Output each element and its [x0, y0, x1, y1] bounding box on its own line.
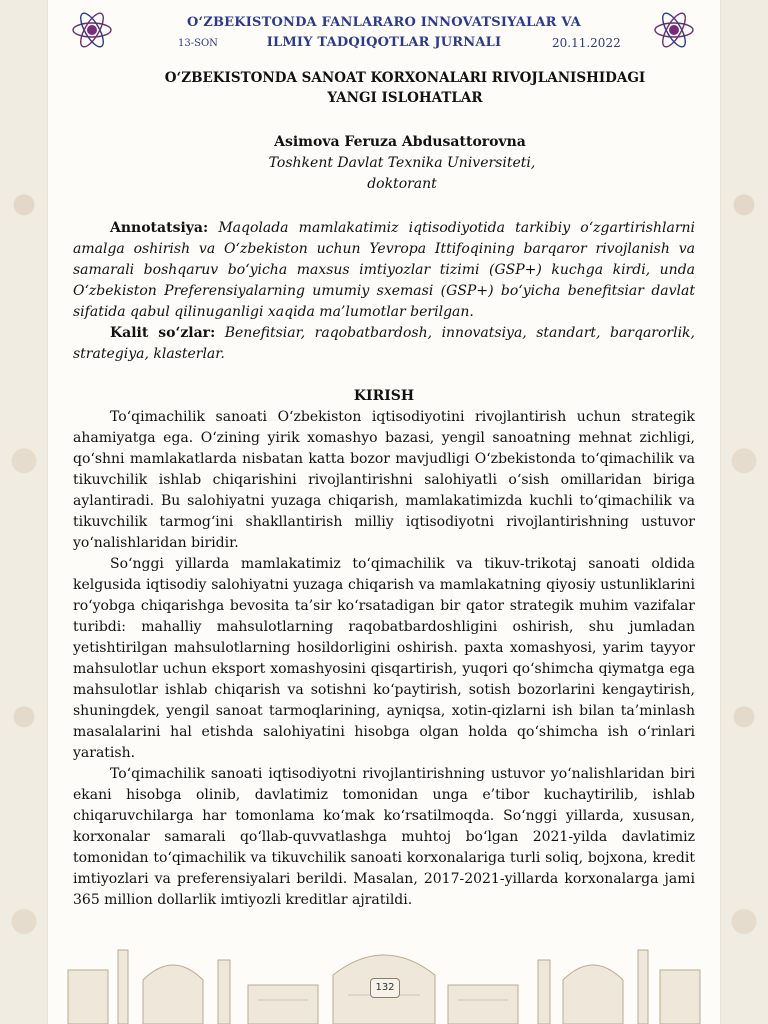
keywords-label: Kalit so‘zlar: — [110, 325, 216, 341]
author-affiliation: Toshkent Davlat Texnika Universiteti, — [268, 155, 536, 171]
abstract-text: Maqolada mamlakatimiz iqtisodiyotida tarkibiy o‘zgartirishlarni amalga oshirish va O‘zbekiston uchun Yevropa Ittifoqining barqaror rivojlanish va samarali boshqaruv bo‘yicha maxsus imtiyozlar tizimi (GSP+) kuchga kirdi, unda O‘zbekiston Preferensiyalarning umumiy sxemasi (GSP+) bo‘yicha benefitsiar davlat sifatida qabul qilinuganligi xaqida ma’lumotlar berilgan. — [73, 220, 696, 320]
keywords-paragraph — [73, 323, 695, 365]
abstract-label: Annotatsiya: — [110, 220, 209, 236]
keywords-text: Benefitsiar, raqobatbardosh, innovatsiya, standart, barqarorlik, strategiya, klasterlar. — [73, 325, 695, 362]
page-number: 132 — [370, 978, 400, 998]
issue-number: 13-SON — [178, 38, 218, 49]
left-ornament-border — [0, 0, 48, 1024]
issue-date: 20.11.2022 — [552, 36, 621, 50]
journal-header — [0, 0, 768, 60]
article-title: O‘ZBEKISTONDA SANOAT KORXONALARI RIVOJLANISHIDAGI YANGI ISLOHATLAR — [164, 70, 646, 106]
body-paragraph: So‘nggi yillarda mamlakatimiz to‘qimachilik va tikuv-trikotaj sanoati oldida kelgusida iqtisodiy salohiyatni yuzaga chiqarish va mamlakatning qiyosiy ustunliklarini ro‘yobga chiqarishga bevosita ta’sir ko‘rsatadigan bir qator strategik muhim vazifalar turibdi: mahalliy mahsulotlarning raqobatbardoshligini oshirish, shu jumladan yetishtirilgan mahsulotlarning hosildorligini oshirish. paxta xomashyosi, yarim tayyor mahsulotlar uchun eksport xomashyosini qisqartirish, yuqori qo‘shimcha qiymatga ega mahsulotlar ishlab chiqarish va sotishni ko‘paytirish, sotish bozorlarini kengaytirish, shuningdek, yengil sanoat tarmoqlarining, ayniqsa, xotin-qizlarni ish bilan ta’minlash masalalarini hal etishda salohiyatini hisobga olgan holda qo‘shimcha ish o‘rinlari yaratish. — [73, 556, 695, 761]
journal-title-line1: O‘ZBEKISTONDA FANLARARO INNOVATSIYALAR VA — [187, 15, 581, 30]
body-paragraph: To‘qimachilik sanoati iqtisodiyotni rivojlantirishning ustuvor yo‘nalishlaridan biri ekani hisobga olinib, davlatimiz tomonidan unga e’tibor kuchaytirilib, ishlab chiqaruvchilarga har tomonlama ko‘mak ko‘rsatilmoqda. So‘nggi yillarda, xususan, korxonalar samarali qo‘llab-quvvatlashga muhtoj bo‘lgan 2021-yilda davlatimiz tomonidan to‘qimachilik va tikuvchilik sanoati korxonalariga turli soliq, bojxona, kredit imtiyozlari va preferensiyalari berildi. Masalan, 2017-2021-yillarda korxonalarga jami 365 million dollarlik imtiyozli kreditlar ajratildi. — [73, 766, 695, 908]
right-ornament-border — [720, 0, 768, 1024]
abstract-paragraph — [73, 218, 695, 323]
journal-title-line2: ILMIY TADQIQOTLAR JURNALI — [266, 35, 502, 50]
body-paragraph: To‘qimachilik sanoati O‘zbekiston iqtisodiyotini rivojlantirish uchun strategik ahamiyatga ega. O‘zining yirik xomashyo bazasi, yengil sanoatning mehnat zichligi, qo‘shni mamlakatlarda nisbatan katta bozor mavjudligi O‘zbekistonda to‘qimachilik va tikuvchilik ishlab chiqarishini rivojlantirishni salohiyatli o‘sish omillaridan biriga aylantiradi. Bu salohiyatni yuzaga chiqarish, mamlakatimizda kuchli to‘qimachilik va tikuvchilik tarmog‘ini shakllantirish milliy iqtisodiyotni rivojlantirishning ustuvor yo‘nalishlaridan biridir. — [73, 409, 695, 551]
section-heading: KIRISH — [353, 388, 415, 404]
author-position: doktorant — [367, 176, 437, 192]
article-body — [73, 218, 695, 911]
city-skyline-decoration — [48, 930, 720, 1024]
author-name: Asimova Feruza Abdusattorovna — [274, 134, 526, 150]
